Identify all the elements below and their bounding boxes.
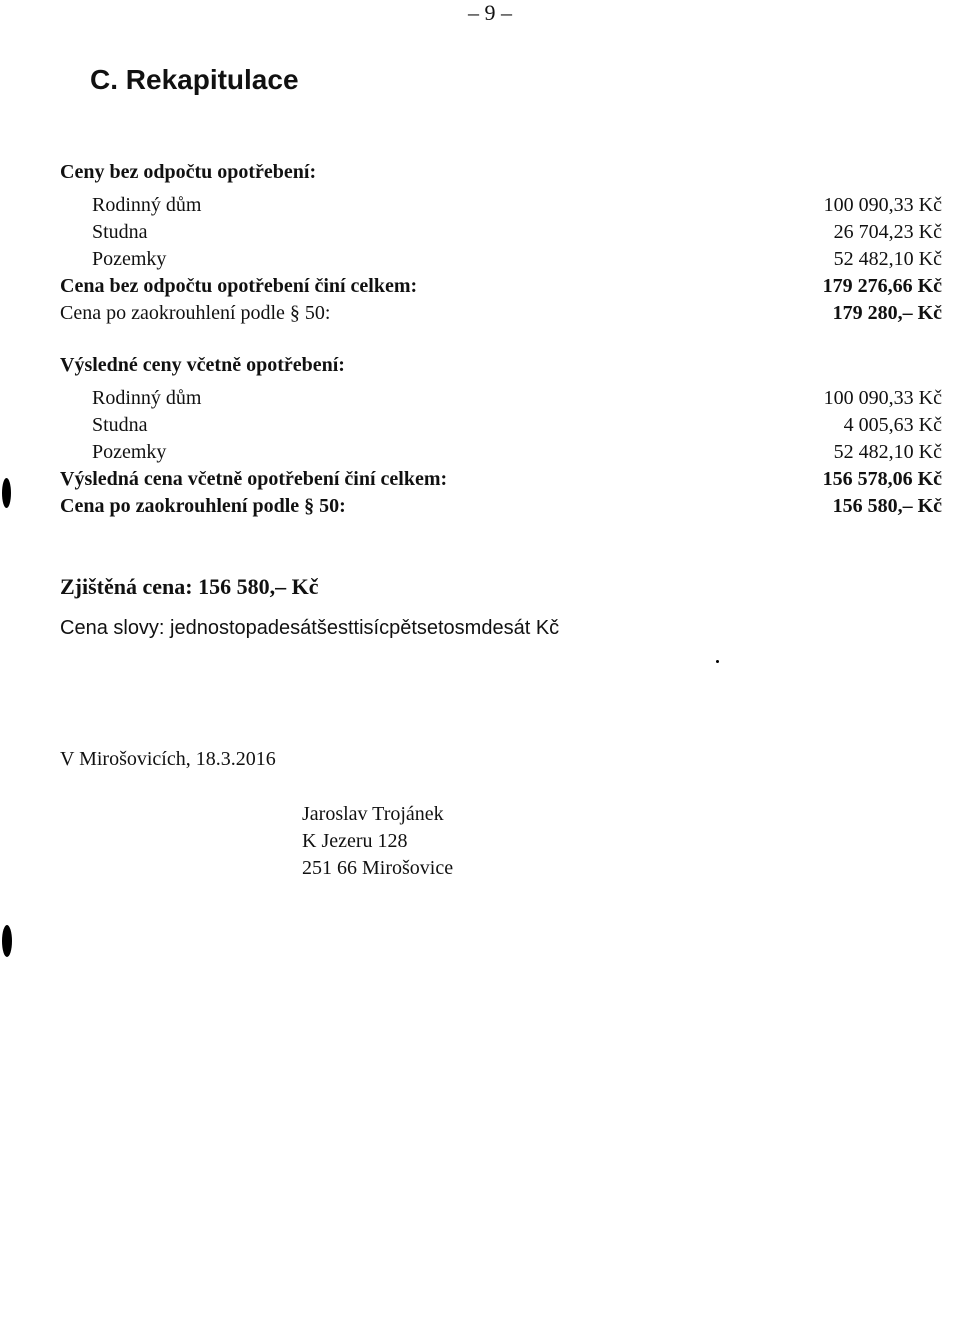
section2-heading: Výsledné ceny včetně opotřebení: [60, 354, 345, 376]
rounded-value: 179 280,– Kč [832, 302, 942, 324]
item-label: Pozemky [92, 248, 167, 270]
item-value: 52 482,10 Kč [833, 441, 942, 463]
item-label: Studna [92, 414, 148, 436]
item-value: 26 704,23 Kč [833, 221, 942, 243]
rounded-label: Cena po zaokrouhlení podle § 50: [60, 302, 331, 324]
section1-heading: Ceny bez odpočtu opotřebení: [60, 161, 317, 183]
section2-item-studna [0, 414, 960, 440]
section-title: C. Rekapitulace [90, 64, 299, 95]
place-date: V Mirošovicích, 18.3.2016 [60, 748, 276, 770]
item-label: Rodinný dům [92, 387, 202, 409]
price-in-words: Cena slovy: jednostopadesátšesttisícpětsetosmdesát Kč [60, 617, 560, 639]
rounded-label: Cena po zaokrouhlení podle § 50: [60, 495, 346, 517]
scan-speck [716, 660, 719, 663]
total-label: Výsledná cena včetně opotřebení činí celkem: [60, 468, 448, 490]
section1-rounded [0, 302, 960, 328]
item-label: Rodinný dům [92, 194, 202, 216]
found-price: Zjištěná cena: 156 580,– Kč [60, 574, 319, 599]
item-value: 52 482,10 Kč [833, 248, 942, 270]
section1-item-studna [0, 221, 960, 247]
section1-item-rodinny-dum [0, 194, 960, 220]
section2-item-pozemky [0, 441, 960, 467]
total-label: Cena bez odpočtu opotřebení činí celkem: [60, 275, 418, 297]
rounded-value: 156 580,– Kč [832, 495, 942, 517]
signer-city: 251 66 Mirošovice [302, 857, 454, 879]
item-value: 100 090,33 Kč [823, 387, 942, 409]
section1-item-pozemky [0, 248, 960, 274]
item-value: 4 005,63 Kč [843, 414, 942, 436]
signer-name: Jaroslav Trojánek [302, 803, 444, 825]
section2-rounded [0, 495, 960, 521]
total-value: 179 276,66 Kč [822, 275, 942, 297]
item-value: 100 090,33 Kč [823, 194, 942, 216]
item-label: Studna [92, 221, 148, 243]
signer-street: K Jezeru 128 [302, 830, 408, 852]
total-value: 156 578,06 Kč [822, 468, 942, 490]
section2-item-rodinny-dum [0, 387, 960, 413]
page-number: – 9 – [468, 0, 512, 25]
section1-total [0, 275, 960, 301]
item-label: Pozemky [92, 441, 167, 463]
punch-hole-mark [2, 925, 12, 957]
section2-total [0, 468, 960, 494]
punch-hole-mark [2, 478, 11, 508]
